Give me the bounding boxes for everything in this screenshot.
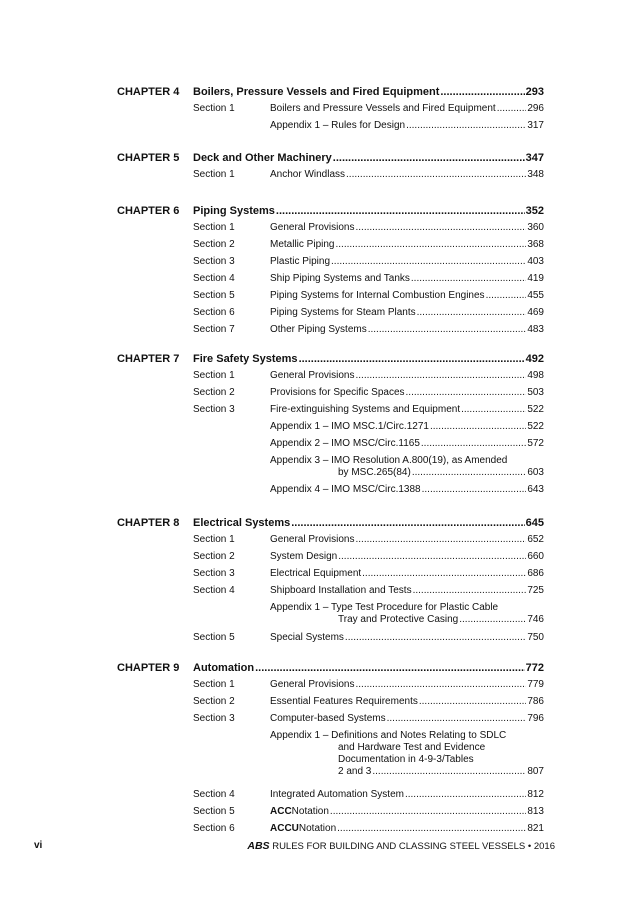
- chapter-heading[interactable]: [0, 86, 638, 104]
- entry-page: 779: [527, 679, 544, 690]
- dot-leader: [412, 467, 527, 479]
- chapter-title: Deck and Other Machinery: [193, 152, 332, 164]
- dot-leader: [387, 713, 527, 725]
- footer-text: RULES FOR BUILDING AND CLASSING STEEL VESSELS • 2016: [272, 841, 555, 852]
- entry-body: [270, 273, 544, 285]
- section-label: Section 3: [193, 256, 235, 267]
- entry-title: Piping Systems for Internal Combustion Engines: [270, 290, 485, 301]
- entry-body: [270, 222, 544, 234]
- entry-body: [270, 730, 544, 778]
- entry-page: 812: [527, 789, 544, 800]
- chapter-label: CHAPTER 8: [117, 517, 180, 529]
- dot-leader: [413, 585, 527, 597]
- page-number: vi: [34, 840, 43, 851]
- entry-page: 317: [527, 120, 544, 131]
- entry-body: [270, 239, 544, 251]
- entry-page: 522: [527, 404, 544, 415]
- entry-page: 522: [527, 421, 544, 432]
- entry-page: 455: [527, 290, 544, 301]
- section-label: Section 1: [193, 679, 235, 690]
- chapter-page: 492: [525, 353, 544, 365]
- section-label: Section 4: [193, 273, 235, 284]
- dot-leader: [355, 534, 526, 546]
- section-label: Section 3: [193, 568, 235, 579]
- entry-body: [270, 387, 544, 399]
- entry-title: Special Systems: [270, 632, 344, 643]
- chapter-heading[interactable]: [0, 517, 638, 535]
- entry-page: 469: [527, 307, 544, 318]
- chapter-title: Fire Safety Systems: [193, 353, 298, 365]
- chapter-label: CHAPTER 6: [117, 205, 180, 217]
- dot-leader: [355, 679, 526, 691]
- entry-title: General Provisions: [270, 222, 355, 233]
- entry-page: 746: [527, 614, 544, 625]
- entry-body: [270, 438, 544, 450]
- dot-leader: [331, 256, 526, 268]
- entry-body: [270, 290, 544, 302]
- section-label: Section 1: [193, 103, 235, 114]
- entry-body: [270, 602, 544, 626]
- dot-leader: [406, 120, 526, 132]
- entry-title: Piping Systems for Steam Plants: [270, 307, 416, 318]
- entry-title: Anchor Windlass: [270, 169, 346, 180]
- dot-leader: [338, 551, 526, 563]
- chapter-page: 352: [525, 205, 544, 217]
- dot-leader: [255, 662, 525, 674]
- section-label: Section 5: [193, 806, 235, 817]
- chapter-label: CHAPTER 7: [117, 353, 180, 365]
- entry-title: Provisions for Specific Spaces: [270, 387, 405, 398]
- chapter-page: 772: [525, 662, 544, 674]
- entry-body: [270, 823, 544, 835]
- page-footer: [0, 840, 638, 854]
- entry-title: 2 and 3: [338, 766, 372, 777]
- dot-leader: [497, 103, 527, 115]
- dot-leader: [276, 205, 525, 217]
- entry-title: by MSC.265(84): [338, 467, 411, 478]
- dot-leader: [486, 290, 527, 302]
- section-label: Section 2: [193, 387, 235, 398]
- entry-title: Fire-extinguishing Systems and Equipment: [270, 404, 461, 415]
- dot-leader: [355, 370, 526, 382]
- chapter-heading[interactable]: [0, 353, 638, 371]
- entry-page: 296: [527, 103, 544, 114]
- dot-leader: [362, 568, 526, 580]
- entry-title: Essential Features Requirements: [270, 696, 418, 707]
- dot-leader: [335, 239, 526, 251]
- entry-page: 821: [527, 823, 544, 834]
- dot-leader: [330, 806, 526, 818]
- entry-body: [270, 256, 544, 268]
- dot-leader: [337, 823, 526, 835]
- entry-body: [270, 534, 544, 546]
- dot-leader: [440, 86, 524, 98]
- entry-body: [270, 713, 544, 725]
- entry-title: Metallic Piping: [270, 239, 335, 250]
- entry-page: 498: [527, 370, 544, 381]
- entry-page: 348: [527, 169, 544, 180]
- entry-page: 643: [527, 484, 544, 495]
- entry-body: [270, 307, 544, 319]
- section-label: Section 6: [193, 823, 235, 834]
- entry-title: General Provisions: [270, 534, 355, 545]
- chapter-title: Automation: [193, 662, 255, 674]
- entry-title-line: and Hardware Test and Evidence: [338, 742, 486, 753]
- entry-page: 483: [527, 324, 544, 335]
- entry-body: [270, 455, 544, 479]
- section-label: Section 2: [193, 696, 235, 707]
- entry-title-line: Appendix 1 – Definitions and Notes Relating to SDLC: [270, 730, 507, 741]
- chapter-title: Piping Systems: [193, 205, 275, 217]
- section-label: Section 5: [193, 290, 235, 301]
- section-label: Section 7: [193, 324, 235, 335]
- dot-leader: [372, 766, 526, 778]
- entry-title: General Provisions: [270, 679, 355, 690]
- chapter-title-line: [193, 662, 544, 674]
- dot-leader: [291, 517, 524, 529]
- entry-body: [270, 404, 544, 416]
- entry-page: 660: [527, 551, 544, 562]
- entry-title: Boilers and Pressure Vessels and Fired Equipment: [270, 103, 496, 114]
- section-label: Section 4: [193, 585, 235, 596]
- entry-title: Shipboard Installation and Tests: [270, 585, 412, 596]
- entry-page: 360: [527, 222, 544, 233]
- entry-page: 368: [527, 239, 544, 250]
- chapter-heading[interactable]: [0, 152, 638, 170]
- brand-name: ABS: [247, 840, 270, 852]
- entry-page: 725: [527, 585, 544, 596]
- dot-leader: [419, 696, 526, 708]
- dot-leader: [368, 324, 527, 336]
- dot-leader: [299, 353, 525, 365]
- dot-leader: [346, 169, 526, 181]
- section-label: Section 2: [193, 239, 235, 250]
- dot-leader: [421, 438, 526, 450]
- chapter-title-line: [193, 353, 544, 365]
- chapter-title-line: [193, 86, 544, 98]
- entry-title: Other Piping Systems: [270, 324, 367, 335]
- entry-title: Plastic Piping: [270, 256, 331, 267]
- entry-title: Tray and Protective Casing: [338, 614, 459, 625]
- section-label: Section 1: [193, 222, 235, 233]
- entry-body: [270, 585, 544, 597]
- section-label: Section 1: [193, 370, 235, 381]
- chapter-label: CHAPTER 5: [117, 152, 180, 164]
- entry-title: System Design: [270, 551, 338, 562]
- entry-page: 652: [527, 534, 544, 545]
- dot-leader: [430, 421, 526, 433]
- chapter-page: 293: [525, 86, 544, 98]
- entry-title: Computer-based Systems: [270, 713, 386, 724]
- entry-title: Appendix 1 – Rules for Design: [270, 120, 406, 131]
- entry-page: 750: [527, 632, 544, 643]
- entry-body: [270, 789, 544, 801]
- dot-leader: [422, 484, 527, 496]
- section-label: Section 3: [193, 713, 235, 724]
- entry-page: 419: [527, 273, 544, 284]
- dot-leader: [406, 387, 527, 399]
- chapter-title: Electrical Systems: [193, 517, 291, 529]
- entry-title: Electrical Equipment: [270, 568, 362, 579]
- chapter-page: 347: [525, 152, 544, 164]
- entry-body: [270, 324, 544, 336]
- entry-page: 572: [527, 438, 544, 449]
- entry-title-line: Appendix 3 – IMO Resolution A.800(19), as Amended: [270, 455, 508, 466]
- entry-page: 603: [527, 467, 544, 478]
- entry-body: [270, 679, 544, 691]
- entry-page: 813: [527, 806, 544, 817]
- entry-title: Ship Piping Systems and Tanks: [270, 273, 410, 284]
- entry-body: [270, 370, 544, 382]
- notation-prefix: ACC: [270, 806, 292, 817]
- entry-title-line: Documentation in 4-9-3/Tables: [338, 754, 474, 765]
- chapter-title-line: [193, 152, 544, 164]
- section-label: Section 4: [193, 789, 235, 800]
- entry-page: 686: [527, 568, 544, 579]
- dot-leader: [355, 222, 526, 234]
- section-label: Section 2: [193, 551, 235, 562]
- chapter-title-line: [193, 517, 544, 529]
- chapter-label: CHAPTER 4: [117, 86, 180, 98]
- entry-page: 403: [527, 256, 544, 267]
- section-label: Section 3: [193, 404, 235, 415]
- entry-page: 796: [527, 713, 544, 724]
- notation-prefix: ACCU: [270, 823, 299, 834]
- section-label: Section 1: [193, 534, 235, 545]
- entry-body: [270, 421, 544, 433]
- entry-title: Notation: [291, 806, 329, 817]
- section-label: Section 5: [193, 632, 235, 643]
- chapter-label: CHAPTER 9: [117, 662, 180, 674]
- entry-body: [270, 696, 544, 708]
- entry-body: [270, 169, 544, 181]
- entry-body: [270, 632, 544, 644]
- entry-title: Appendix 4 – IMO MSC/Circ.1388: [270, 484, 421, 495]
- chapter-heading[interactable]: [0, 662, 638, 680]
- dot-leader: [461, 404, 526, 416]
- footer-title: [247, 840, 555, 852]
- dot-leader: [333, 152, 525, 164]
- entry-page: 786: [527, 696, 544, 707]
- dot-leader: [345, 632, 526, 644]
- entry-page: 807: [527, 766, 544, 777]
- chapter-title: Boilers, Pressure Vessels and Fired Equipment: [193, 86, 440, 98]
- entry-body: [270, 484, 544, 496]
- entry-title: Appendix 1 – IMO MSC.1/Circ.1271: [270, 421, 429, 432]
- entry-body: [270, 568, 544, 580]
- section-label: Section 6: [193, 307, 235, 318]
- chapter-heading[interactable]: [0, 205, 638, 223]
- entry-body: [270, 806, 544, 818]
- entry-title: Appendix 2 – IMO MSC/Circ.1165: [270, 438, 420, 449]
- entry-body: [270, 103, 544, 115]
- entry-title: Integrated Automation System: [270, 789, 404, 800]
- dot-leader: [411, 273, 526, 285]
- entry-body: [270, 120, 544, 132]
- entry-title: Notation: [298, 823, 337, 834]
- entry-title: General Provisions: [270, 370, 355, 381]
- chapter-title-line: [193, 205, 544, 217]
- dot-leader: [417, 307, 527, 319]
- entry-body: [270, 551, 544, 563]
- entry-title-line: Appendix 1 – Type Test Procedure for Plastic Cable: [270, 602, 499, 613]
- section-label: Section 1: [193, 169, 235, 180]
- dot-leader: [459, 614, 526, 626]
- chapter-page: 645: [525, 517, 544, 529]
- entry-page: 503: [527, 387, 544, 398]
- dot-leader: [405, 789, 526, 801]
